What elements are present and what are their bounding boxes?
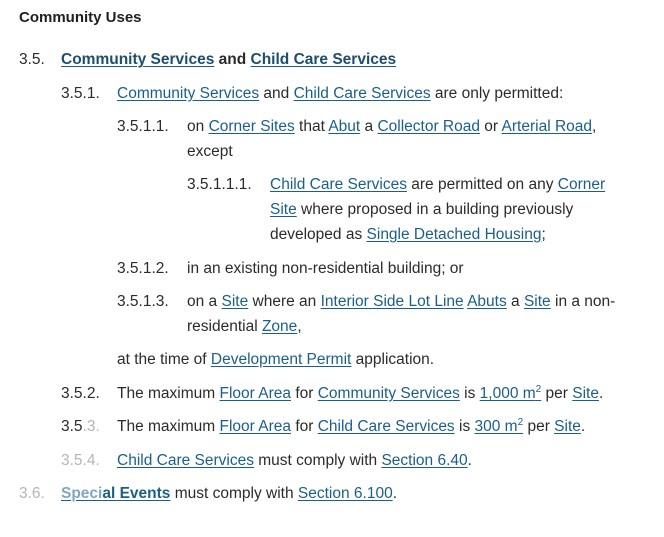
link-site[interactable]: Site (221, 293, 249, 310)
clause-3-5-1-text: Community Services and Child Care Services are only permitted: (117, 85, 564, 102)
link-abuts[interactable]: Abuts (467, 293, 507, 310)
link-special-events[interactable]: Special Events (61, 485, 171, 502)
clause-3-5-1-3-text: on a Site where an Interior Side Lot Line Abuts a Site in a non- (187, 293, 616, 310)
link-community-services[interactable]: Community Services (117, 85, 260, 102)
clause-number-3-5-1-2: 3.5.1.2. (117, 260, 169, 277)
link-site[interactable]: Site (523, 293, 551, 310)
link-development-permit[interactable]: Development Permit (210, 351, 352, 368)
link-site[interactable]: Site (554, 418, 581, 435)
clause-3-5-1-1-text: on Corner Sites that Abut a Collector Road or Arterial Road, (187, 118, 597, 135)
link-child-care-services[interactable]: Child Care Services (270, 176, 407, 193)
link-corner-site[interactable]: Corner (557, 176, 606, 193)
clause-3-5-4-text: Child Care Services must comply with Section 6.40. (117, 452, 472, 469)
clause-3-5-1-3-line2: residential Zone, (187, 318, 302, 335)
clause-number-3-5-1-1-1: 3.5.1.1.1. (187, 176, 252, 193)
link-site[interactable]: Site (572, 385, 599, 402)
link-arterial-road[interactable]: Arterial Road (501, 118, 593, 135)
clause-3-5-1-1-1-line3: developed as Single Detached Housing; (270, 226, 546, 243)
clause-3-5-3-text: The maximum Floor Area for Child Care Services is 300 $m^2$ per Site. (117, 416, 586, 435)
link-child-care-services[interactable]: Child Care Services (250, 51, 397, 68)
link-community-services[interactable]: Community Services (61, 51, 215, 68)
link-child-care-services[interactable]: Child Care Services (317, 418, 455, 435)
clause-3-5-1-1-continuation: except (187, 143, 233, 160)
link-area-300[interactable]: 300 $m^2$ (474, 416, 524, 435)
section-heading: Community Uses (19, 9, 142, 26)
link-zone[interactable]: Zone (261, 318, 298, 335)
link-single-detached-housing[interactable]: Single Detached Housing (366, 226, 542, 243)
clause-3-5-1-2-text: in an existing non-residential building; or (187, 260, 464, 277)
clause-3-6-text: Special Events must comply with Section 6.100. (61, 485, 398, 502)
clause-3-5-1-1-1-line2: Site where proposed in a building previously (270, 201, 574, 218)
clause-3-5-title: Community Services and Child Care Services (61, 51, 397, 68)
clause-number-3-6: 3.6. (19, 485, 45, 502)
link-interior-side-lot-line[interactable]: Interior Side Lot Line (320, 293, 464, 310)
clause-number-3-5-3: 3.5.3. (61, 418, 100, 435)
link-abut[interactable]: Abut (328, 118, 361, 135)
clause-number-3-5-2: 3.5.2. (61, 385, 100, 402)
link-floor-area[interactable]: Floor Area (219, 418, 292, 435)
link-community-services[interactable]: Community Services (317, 385, 460, 402)
link-area-1000[interactable]: 1,000 $m^2$ (479, 383, 542, 402)
clause-3-5-1-1-1-text: Child Care Services are permitted on any Corner (270, 176, 606, 193)
link-section-6-100[interactable]: Section 6.100 (297, 485, 393, 502)
clause-number-3-5-4: 3.5.4. (61, 452, 100, 469)
link-corner-sites[interactable]: Corner Sites (208, 118, 295, 135)
link-section-6-40[interactable]: Section 6.40 (381, 452, 468, 469)
link-floor-area[interactable]: Floor Area (219, 385, 292, 402)
clause-number-3-5-1-1: 3.5.1.1. (117, 118, 169, 135)
link-child-care-services[interactable]: Child Care Services (293, 85, 431, 102)
link-corner-site[interactable]: Site (270, 201, 297, 218)
timing-clause: at the time of Development Permit application. (117, 351, 435, 368)
clause-number-3-5-1: 3.5.1. (61, 85, 100, 102)
link-child-care-services[interactable]: Child Care Services (117, 452, 254, 469)
link-collector-road[interactable]: Collector Road (377, 118, 480, 135)
clause-3-5-2-text: The maximum Floor Area for Community Services is 1,000 $m^2$ per Site. (117, 383, 604, 402)
clause-number-3-5: 3.5. (19, 51, 45, 68)
clause-number-3-5-1-3: 3.5.1.3. (117, 293, 169, 310)
